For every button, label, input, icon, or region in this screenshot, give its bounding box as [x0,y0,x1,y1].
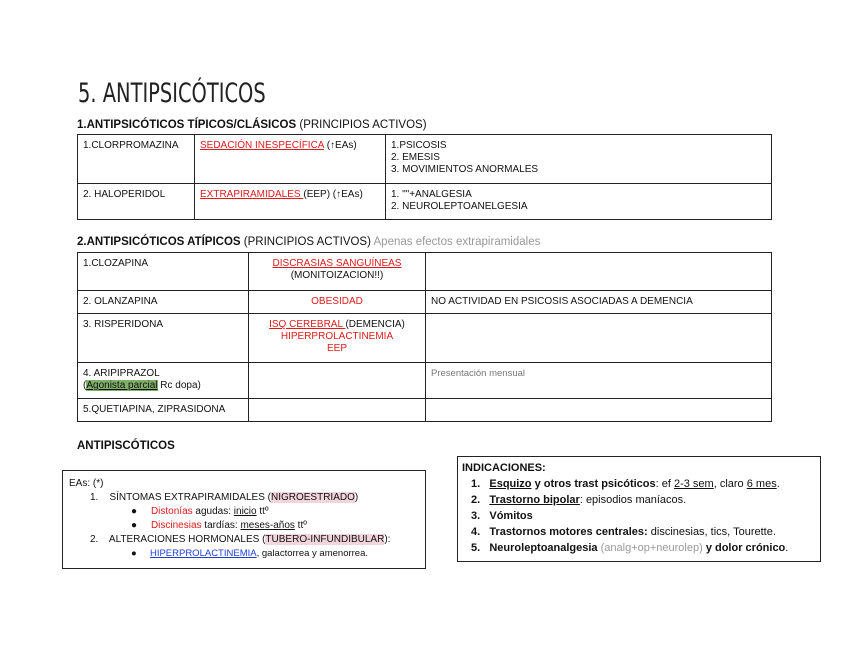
item-number: 5. [471,542,481,554]
effect-cell [249,399,426,422]
drug-cell [78,363,249,399]
item-highlight: NIGROESTRIADO [270,492,355,503]
other-cell [426,314,772,363]
section1-heading-bold: 1.ANTIPSICÓTICOS TÍPICOS/CLÁSICOS [77,119,297,131]
item-bold-underline: Esquizo [489,478,532,490]
drug-cell: 5.QUETIAPINA, ZIPRASIDONA [78,399,249,422]
table-row [78,291,772,314]
typical-antipsychotics-table [77,134,772,220]
sub-end: ttº [256,506,269,517]
drug-cell: 3. RISPERIDONA [78,314,249,363]
effect-cell [249,363,426,399]
uses-cell [386,135,772,184]
sub-end: ttº [294,520,307,531]
other-cell [426,253,772,291]
effect-text: DISCRASIAS SANGUÍNEAS [272,258,402,269]
item-underline: 2-3 sem [673,478,714,490]
item-number: 2. [90,534,99,545]
item-end: ): [384,534,391,545]
adverse-effects-box [62,470,426,569]
drug-cell: 1.CLORPROMAZINA [78,135,195,184]
item-number: 3. [471,510,481,522]
item-text: discinesias, tics, Tourette. [647,526,776,538]
eas-item-2 [90,533,390,547]
eas-sub-2a [131,547,368,561]
use-item: 2. EMESIS [391,152,440,163]
eas-sub-1a [131,505,269,519]
item-highlight: TUBERO-INFUNDIBULAR [265,534,385,545]
item-bold-underline: Trastorno bipolar [489,494,580,506]
bullet-icon: ● [131,548,137,559]
drug-note: Rc dopa) [157,380,201,391]
section2-heading-suffix: (PRINCIPIOS ACTIVOS) [240,236,374,248]
effect-cell [195,184,386,220]
sub-red: Distonías [150,506,193,517]
use-item: 2. NEUROLEPTOANELGESIA [391,201,528,212]
effect-text: ISQ CEREBRAL [269,319,346,330]
ind-item-5 [471,541,788,557]
other-cell: Presentación mensual [426,363,772,399]
ind-header: INDICACIONES: [462,462,546,474]
item-text: . [776,478,780,490]
drug-name: 4. ARIPIPRAZOL [83,368,160,379]
indications-box [457,456,821,562]
use-item: 1.PSICOSIS [391,140,447,151]
drug-highlight: Agonista parcial [86,380,158,391]
hyperprolactinemia-link[interactable]: HIPERPROLACTINEMIA [149,548,257,559]
section2-heading [77,236,540,248]
section1-heading-suffix: (PRINCIPIOS ACTIVOS) [296,119,427,131]
item-text: : ef [655,478,674,490]
bullet-icon: ● [131,520,138,531]
eas-item-1 [90,491,358,505]
item-bold: Vómitos [489,510,533,522]
section2-note: Apenas efectos extrapiramidales [373,236,541,248]
effect-note: (MONITOIZACION!!) [290,270,384,281]
effect-note: (DEMENCIA) [345,319,405,330]
table-row [78,363,772,399]
ind-item-2 [471,493,686,509]
eas-header: EAs: (*) [69,478,104,489]
table-row [78,184,772,220]
sub-mid: tardías: [201,520,241,531]
effect-text: OBESIDAD [311,296,363,307]
item-end: ) [354,492,359,503]
effect-text: EXTRAPIRAMIDALES [200,189,304,200]
ind-item-4 [471,525,776,541]
drug-cell: 2. OLANZAPINA [78,291,249,314]
other-cell [426,399,772,422]
item-number: 4. [471,526,481,538]
item-number: 1. [90,492,99,503]
effect-cell [249,314,426,363]
section2-heading-bold: 2.ANTIPSICÓTICOS ATÍPICOS [77,236,241,248]
item-text: : episodios maníacos. [579,494,687,506]
uses-cell [386,184,772,220]
drug-paren: ( [83,380,87,391]
effect-note: (↑EAs) [323,140,357,151]
table-row [78,399,772,422]
item-text: SÍNTOMAS EXTRAPIRAMIDALES ( [109,492,271,503]
section1-heading [77,119,427,131]
eas-sub-1b [131,519,307,533]
item-text: . [785,542,789,554]
item-bold: y dolor crónico [702,542,786,554]
item-number: 1. [471,478,481,490]
item-bold: Trastornos motores centrales: [489,526,648,538]
section3-heading [77,440,175,452]
section3-heading-bold: ANTIPISCÓTICOS [77,440,175,452]
sub-mid: agudas: [192,506,234,517]
table-row [78,314,772,363]
effect-cell [249,253,426,291]
sub-underline: inicio [233,506,257,517]
sub-red: Discinesias [150,520,202,531]
item-number: 2. [471,494,481,506]
item-bold: Neuroleptoanalgesia [489,542,598,554]
item-underline: 6 mes [746,478,777,490]
effect-text: EEP [326,343,347,354]
item-grey: (analg+op+neurolep) [597,542,703,554]
atypical-antipsychotics-table [77,252,772,422]
item-bold: y otros trast psicóticos [531,478,656,490]
table-row [78,135,772,184]
item-text: ALTERACIONES HORMONALES ( [108,534,266,545]
effect-cell [195,135,386,184]
other-cell: NO ACTIVIDAD EN PSICOSIS ASOCIADAS A DEMENCIA [426,291,772,314]
table-row [78,253,772,291]
ind-item-1 [471,477,780,493]
drug-cell: 2. HALOPERIDOL [78,184,195,220]
bullet-icon: ● [131,506,138,517]
effect-note: (EEP) (↑EAs) [303,189,363,200]
ind-item-3 [471,509,533,525]
drug-cell: 1.CLOZAPINA [78,253,249,291]
use-item: 1. ""+ANALGESIA [391,189,472,200]
item-text: , claro [713,478,747,490]
effect-text: HIPERPROLACTINEMIA [280,331,394,342]
sub-underline: meses-años [240,520,295,531]
effect-text: SEDACIÓN INESPECÍFICA [200,140,324,151]
page-title: 5. ANTIPSICÓTICOS [78,78,266,109]
sub-end: , galactorrea y amenorrea. [256,548,369,559]
use-item: 3. MOVIMIENTOS ANORMALES [391,164,539,175]
effect-cell [249,291,426,314]
